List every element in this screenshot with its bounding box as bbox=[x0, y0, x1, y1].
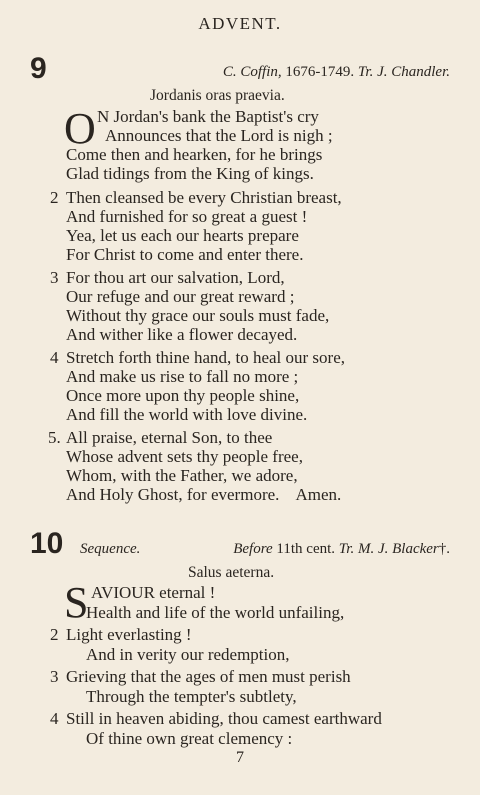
translator: Tr. J. Chandler. bbox=[357, 64, 450, 80]
verse-line: Once more upon thy people shine, bbox=[66, 386, 300, 405]
hymn-form: Sequence. bbox=[80, 541, 141, 557]
verse-line: And make us rise to fall no more ; bbox=[66, 367, 299, 386]
verse-line: For thou art our salvation, Lord, bbox=[66, 268, 285, 287]
verse-line: Our refuge and our great reward ; bbox=[66, 287, 295, 306]
verse-line: All praise, eternal Son, to thee bbox=[66, 428, 273, 447]
latin-title: Jordanis oras praevia. bbox=[150, 87, 285, 104]
verse-line: And furnished for so great a guest ! bbox=[66, 207, 308, 226]
verse-number: 2 bbox=[50, 188, 59, 207]
date-value: 11th cent. bbox=[276, 541, 336, 557]
verse-line: And Holy Ghost, for evermore. Amen. bbox=[66, 485, 342, 504]
verse-line: Still in heaven abiding, thou camest earthward bbox=[66, 709, 382, 728]
translator: Tr. M. J. Blacker bbox=[338, 541, 439, 557]
drop-cap: O bbox=[64, 104, 96, 153]
hymn-attribution bbox=[233, 541, 450, 558]
author-dates: 1676-1749. bbox=[285, 64, 355, 80]
verse-number: 4 bbox=[50, 348, 59, 367]
hymn-number: 10 bbox=[30, 527, 64, 560]
verse-line: Health and life of the world unfailing, bbox=[86, 603, 345, 622]
verse-number: 2 bbox=[50, 625, 59, 644]
verse-number: 4 bbox=[50, 709, 59, 728]
author-name: C. Coffin, bbox=[222, 64, 282, 80]
verse-line: Without thy grace our souls must fade, bbox=[66, 306, 330, 325]
page-number: 7 bbox=[236, 749, 244, 766]
verse-line: Then cleansed be every Christian breast, bbox=[66, 188, 342, 207]
verse-line: And fill the world with love divine. bbox=[66, 405, 308, 424]
drop-cap: S bbox=[64, 578, 89, 627]
verse-line: Of thine own great clemency : bbox=[86, 729, 293, 748]
verse-line: And wither like a flower decayed. bbox=[66, 325, 298, 344]
latin-title: Salus aeterna. bbox=[188, 564, 275, 581]
verse-line: Glad tidings from the King of kings. bbox=[66, 164, 314, 183]
translator-mark: †. bbox=[438, 541, 450, 557]
verse-line: Stretch forth thine hand, to heal our sore, bbox=[66, 348, 346, 367]
verse-line: Announces that the Lord is nigh ; bbox=[105, 126, 333, 145]
verse-line: And in verity our redemption, bbox=[86, 645, 290, 664]
verse-line: Whose advent sets thy people free, bbox=[66, 447, 303, 466]
verse-line: Light everlasting ! bbox=[66, 625, 192, 644]
page-header: ADVENT. bbox=[198, 14, 282, 33]
verse-line: Yea, let us each our hearts prepare bbox=[66, 226, 299, 245]
verse-line: For Christ to come and enter there. bbox=[66, 245, 304, 264]
verse-line: Whom, with the Father, we adore, bbox=[66, 466, 298, 485]
hymn-attribution bbox=[223, 64, 450, 81]
verse-line: Grieving that the ages of men must perish bbox=[66, 667, 351, 686]
verse-number: 5. bbox=[48, 428, 61, 447]
verse-number: 3 bbox=[50, 667, 59, 686]
hymn-number: 9 bbox=[30, 52, 47, 85]
verse-line: AVIOUR eternal ! bbox=[91, 583, 216, 602]
verse-line: N Jordan's bank the Baptist's cry bbox=[97, 107, 319, 126]
verse-number: 3 bbox=[50, 268, 59, 287]
date-prefix: Before bbox=[233, 541, 273, 557]
verse-line: Through the tempter's subtlety, bbox=[86, 687, 297, 706]
verse-line: Come then and hearken, for he brings bbox=[66, 145, 323, 164]
